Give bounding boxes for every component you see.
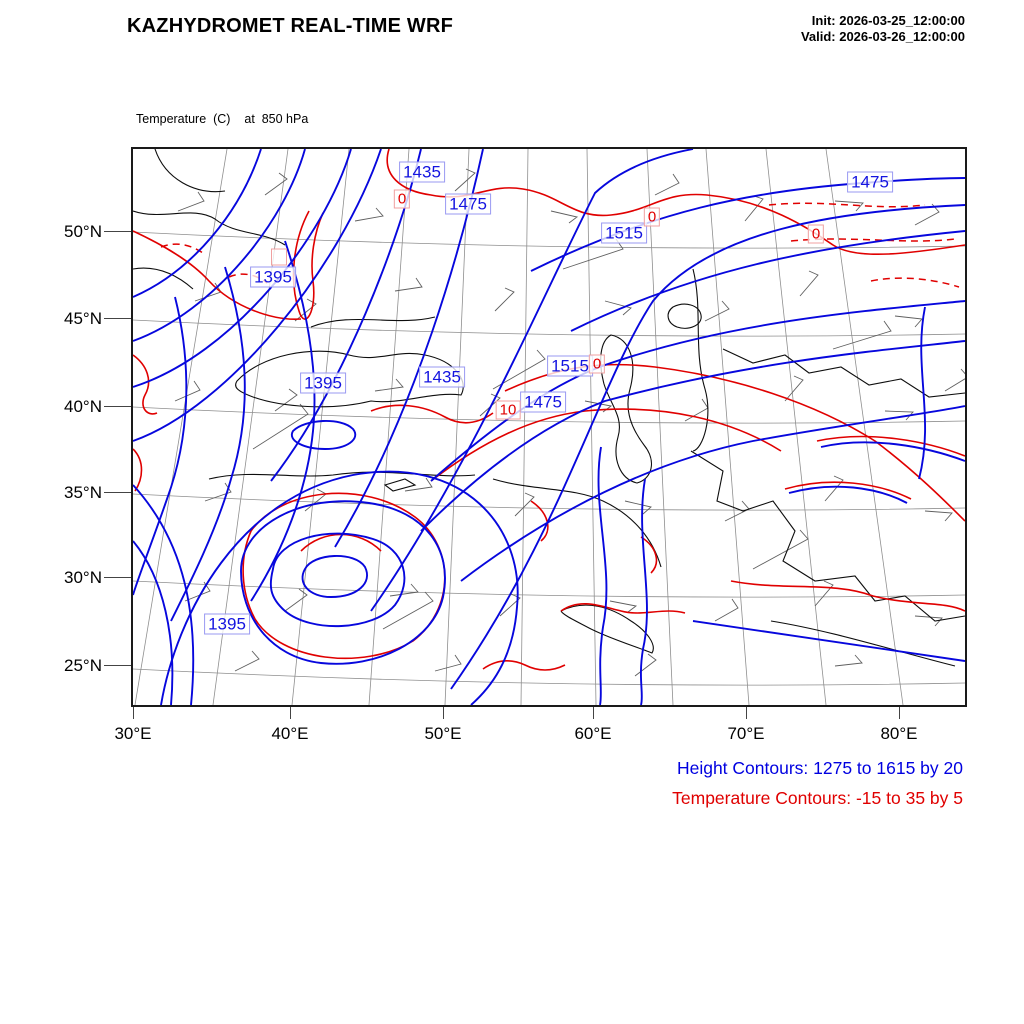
map-canvas bbox=[133, 149, 965, 705]
lon-tick bbox=[443, 705, 444, 719]
temp-contour-label: 0 bbox=[644, 208, 660, 227]
height-contour-label: 1435 bbox=[399, 162, 445, 183]
valid-time: Valid: 2026-03-26_12:00:00 bbox=[800, 29, 965, 44]
height-contour-label: 1475 bbox=[847, 172, 893, 193]
height-contour-label: 1515 bbox=[547, 356, 593, 377]
lat-tick bbox=[104, 492, 131, 493]
lon-label-40e: 40°E bbox=[271, 724, 309, 743]
temp-contour-label: 0 bbox=[394, 190, 410, 209]
lat-label-25n: 25°N bbox=[64, 656, 102, 675]
init-time: Init: 2026-03-25_12:00:00 bbox=[811, 13, 965, 28]
lon-label-70e: 70°E bbox=[727, 724, 765, 743]
lon-tick bbox=[899, 705, 900, 719]
lat-label-50n: 50°N bbox=[64, 222, 102, 241]
lat-label-35n: 35°N bbox=[64, 483, 102, 502]
page-title: KAZHYDROMET REAL-TIME WRF bbox=[127, 15, 454, 37]
height-contours bbox=[133, 149, 965, 705]
lon-label-50e: 50°E bbox=[424, 724, 462, 743]
map-plot-area bbox=[131, 147, 967, 707]
temp-contour-label: 10 bbox=[496, 401, 521, 420]
height-contour-label: 1475 bbox=[445, 194, 491, 215]
lon-label-60e: 60°E bbox=[574, 724, 612, 743]
lon-label-30e: 30°E bbox=[114, 724, 152, 743]
lon-tick bbox=[133, 705, 134, 719]
lat-label-30n: 30°N bbox=[64, 568, 102, 587]
param-temperature: Temperature (C) at 850 hPa bbox=[136, 112, 309, 126]
lat-tick bbox=[104, 665, 131, 666]
lat-label-40n: 40°N bbox=[64, 397, 102, 416]
lon-tick bbox=[746, 705, 747, 719]
lat-tick bbox=[104, 318, 131, 319]
contour-legend bbox=[672, 753, 963, 813]
lat-tick bbox=[104, 231, 131, 232]
height-contour-range: Height Contours: 1275 to 1615 by 20 bbox=[676, 758, 963, 778]
lon-label-80e: 80°E bbox=[880, 724, 918, 743]
lon-tick bbox=[593, 705, 594, 719]
height-contour-label: 1435 bbox=[419, 367, 465, 388]
height-contour-label: 1475 bbox=[520, 392, 566, 413]
temp-contour-label: 0 bbox=[808, 225, 824, 244]
height-contour-label: 1515 bbox=[601, 223, 647, 244]
temp-contour-label bbox=[271, 249, 287, 266]
height-contour-label: 1395 bbox=[250, 267, 296, 288]
height-contour-label: 1395 bbox=[300, 373, 346, 394]
lat-label-45n: 45°N bbox=[64, 309, 102, 328]
run-times bbox=[801, 13, 965, 45]
temperature-contour-range: Temperature Contours: -15 to 35 by 5 bbox=[672, 788, 963, 808]
temp-contour-label: 0 bbox=[589, 355, 605, 374]
lon-tick bbox=[290, 705, 291, 719]
lat-tick bbox=[104, 406, 131, 407]
lat-tick bbox=[104, 577, 131, 578]
height-contour-label: 1395 bbox=[204, 614, 250, 635]
